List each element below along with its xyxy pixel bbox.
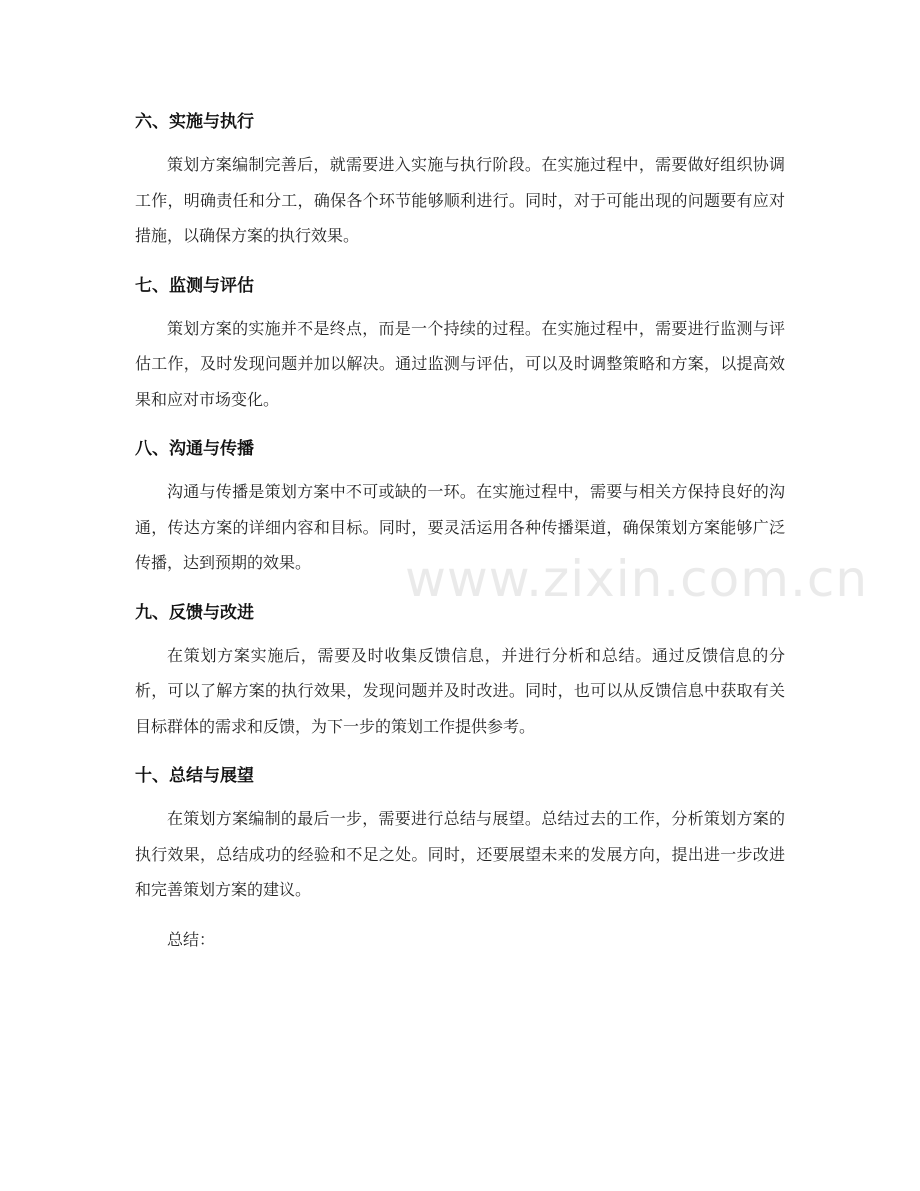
document-content xyxy=(135,104,785,957)
section-feedback xyxy=(135,595,785,745)
section-summary-outlook xyxy=(135,758,785,908)
watermark: www.zixin.com.cn xyxy=(405,550,869,608)
summary-label: 总结： xyxy=(167,929,216,949)
section-heading: 十、总结与展望 xyxy=(135,766,254,786)
section-implementation xyxy=(135,104,785,254)
section-paragraph: 在策划方案实施后，需要及时收集反馈信息，并进行分析和总结。通过反馈信息的分析，可以了解方案的执行效果，发现问题并及时改进。同时，也可以从反馈信息中获取有关目标群体的需求和反馈，为下一步的策划工作提供参考。 xyxy=(135,645,785,736)
section-heading: 八、沟通与传播 xyxy=(135,439,254,459)
section-communication xyxy=(135,431,785,581)
section-paragraph: 策划方案的实施并不是终点，而是一个持续的过程。在实施过程中，需要进行监测与评估工作，及时发现问题并加以解决。通过监测与评估，可以及时调整策略和方案，以提高效果和应对市场变化。 xyxy=(135,318,785,409)
section-heading: 七、监测与评估 xyxy=(135,275,254,296)
section-paragraph: 沟通与传播是策划方案中不可或缺的一环。在实施过程中，需要与相关方保持良好的沟通，传达方案的详细内容和目标。同时，要灵活运用各种传播渠道，确保策划方案能够广泛传播，达到预期的效果。 xyxy=(135,482,785,572)
section-heading: 六、实施与执行 xyxy=(135,112,254,132)
section-heading: 九、反馈与改进 xyxy=(135,602,254,623)
section-paragraph: 策划方案编制完善后，就需要进入实施与执行阶段。在实施过程中，需要做好组织协调工作，明确责任和分工，确保各个环节能够顺利进行。同时，对于可能出现的问题要有应对措施，以确保方案的执行效果。 xyxy=(135,155,785,245)
section-paragraph: 在策划方案编制的最后一步，需要进行总结与展望。总结过去的工作，分析策划方案的执行效果，总结成功的经验和不足之处。同时，还要展望未来的发展方向，提出进一步改进和完善策划方案的建议。 xyxy=(135,809,785,899)
section-monitoring xyxy=(135,268,785,418)
